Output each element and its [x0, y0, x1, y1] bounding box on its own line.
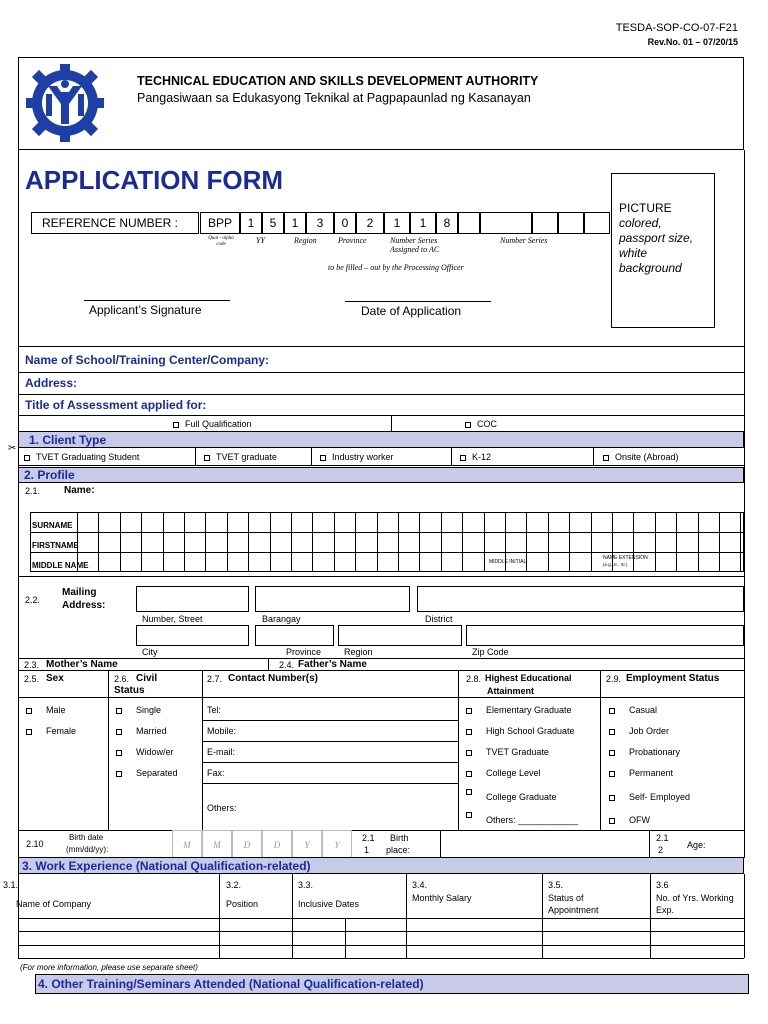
- civil-number: 2.6.: [114, 674, 130, 684]
- civil-label-1: Civil: [136, 673, 158, 684]
- employ-label: Employment Status: [626, 673, 720, 684]
- reference-digit: 1: [247, 216, 255, 230]
- age-number-1: 2.1: [656, 833, 669, 843]
- picture-label: PICTURE: [619, 201, 672, 215]
- scissor-mark: ✂: [8, 443, 17, 454]
- educ-label-1: Highest Educational: [485, 673, 572, 683]
- checkbox[interactable]: [609, 795, 615, 801]
- name-grid-cell-line: [291, 512, 292, 572]
- checkbox[interactable]: [116, 750, 122, 756]
- reference-digit: 0: [341, 216, 349, 230]
- name-grid-cell-line: [441, 512, 442, 572]
- educ-others-checkbox[interactable]: [466, 809, 478, 819]
- reference-digit-box[interactable]: [306, 212, 334, 234]
- checkbox[interactable]: [466, 708, 472, 714]
- checkbox[interactable]: [609, 771, 615, 777]
- checkbox[interactable]: [603, 455, 609, 461]
- employ-permanent[interactable]: Permanent: [609, 768, 673, 778]
- contact-number: 2.7.: [207, 674, 223, 684]
- ref-sub-number-series: Number Series: [500, 236, 548, 245]
- city-label: City: [142, 647, 158, 657]
- section-work-experience: [18, 857, 744, 874]
- ref-sub-province: Province: [338, 236, 367, 245]
- name-label: Name:: [64, 485, 95, 496]
- picture-hint-3: white: [619, 246, 648, 260]
- right-border: [744, 150, 745, 858]
- reference-digit-box[interactable]: [356, 212, 384, 234]
- contact-fax[interactable]: Fax:: [207, 768, 225, 778]
- age-label: Age:: [687, 840, 706, 850]
- school-label: Name of School/Training Center/Company:: [25, 353, 270, 367]
- employ-self-employed[interactable]: Self- Employed: [609, 792, 690, 802]
- birthdate-placeholder: D: [273, 840, 281, 850]
- client-type-tvet-graduate[interactable]: TVET graduate: [204, 452, 277, 462]
- mailing-label-1: Mailing: [62, 587, 97, 598]
- birthdate-number: 2.10: [26, 839, 44, 849]
- educ-tvet[interactable]: TVET Graduate: [466, 747, 549, 757]
- agency-name-tagalog: Pangasiwaan sa Edukasyong Teknikal at Pagpapaunlad ng Kasanayan: [137, 91, 531, 105]
- reference-digit: 1: [419, 216, 427, 230]
- reference-digit-box[interactable]: [334, 212, 356, 234]
- zip-code-label: Zip Code: [472, 647, 509, 657]
- reference-label-box: [31, 212, 199, 234]
- educ-elementary[interactable]: Elementary Graduate: [466, 705, 572, 715]
- checkbox[interactable]: [24, 455, 30, 461]
- birthdate-placeholder: Y: [334, 840, 340, 850]
- birthdate-digit-box[interactable]: [232, 830, 262, 858]
- name-grid-cell-line: [698, 512, 699, 572]
- reference-digit-box[interactable]: [410, 212, 436, 234]
- picture-hint-4: background: [619, 261, 682, 275]
- region-label: Region: [344, 647, 373, 657]
- birthdate-digit-box[interactable]: [322, 830, 352, 858]
- birthdate-placeholder: Y: [304, 840, 310, 850]
- educ-college-graduate-checkbox[interactable]: [466, 786, 478, 796]
- name-grid-cell-line: [334, 512, 335, 572]
- birthdate-placeholder: M: [183, 840, 191, 850]
- checkbox[interactable]: [173, 422, 179, 428]
- reference-digit-box[interactable]: [458, 212, 480, 234]
- civil-married[interactable]: Married: [116, 726, 167, 736]
- reference-digit: 2: [366, 216, 374, 230]
- surname-label: SURNAME: [32, 521, 73, 530]
- name-grid-cell-line: [398, 512, 399, 572]
- birthdate-digit-box[interactable]: [292, 830, 322, 858]
- form-title: APPLICATION FORM: [25, 165, 284, 195]
- name-grid-frame: [30, 512, 744, 572]
- name-grid-cell-line: [205, 512, 206, 572]
- mailing-number: 2.2.: [25, 595, 41, 605]
- section-profile: [18, 467, 744, 483]
- employ-ofw[interactable]: OFW: [609, 815, 650, 825]
- work-col-status: Status of Appointment: [548, 893, 599, 915]
- name-grid-row-line: [30, 552, 744, 553]
- processing-officer-note: to be filled – out by the Processing Officer: [328, 263, 464, 272]
- name-grid-cell-line: [740, 512, 741, 572]
- signature-label: Applicant’s Signature: [89, 303, 202, 317]
- contact-tel[interactable]: Tel:: [207, 705, 222, 715]
- barangay-label: Barangay: [262, 614, 301, 624]
- name-number: 2.1.: [25, 486, 41, 496]
- revision-number: Rev.No. 01 – 07/20/15: [647, 37, 738, 47]
- educ-college-graduate: College Graduate: [486, 792, 557, 802]
- checkbox[interactable]: [466, 812, 472, 818]
- checkbox[interactable]: [609, 818, 615, 824]
- contact-mobile[interactable]: Mobile:: [207, 726, 237, 736]
- date-line[interactable]: [345, 301, 491, 302]
- name-grid-cell-line: [184, 512, 185, 572]
- name-grid-cell-line: [248, 512, 249, 572]
- ref-sub-number-series-ac: Number Series: [390, 236, 438, 245]
- section-client-type: [18, 431, 744, 448]
- contact-label: Contact Number(s): [228, 673, 319, 684]
- ref-sub-qual: Qual - alpha code: [208, 236, 234, 247]
- reference-digit-box[interactable]: [558, 212, 584, 234]
- sex-female[interactable]: Female: [26, 726, 76, 736]
- reference-digit-box[interactable]: [240, 212, 262, 234]
- educ-college-level[interactable]: College Level: [466, 768, 541, 778]
- firstname-label: FIRSTNAME: [32, 541, 79, 550]
- civil-widower[interactable]: Widow/er: [116, 747, 174, 757]
- mother-name-label: Mother’s Name: [46, 659, 118, 670]
- civil-separated[interactable]: Separated: [116, 768, 178, 778]
- name-grid-cell-line: [719, 512, 720, 572]
- checkbox[interactable]: [116, 771, 122, 777]
- checkbox[interactable]: [609, 750, 615, 756]
- tesda-logo: [24, 62, 106, 144]
- middle-initial-label: MIDDLE INITIAL: [489, 559, 527, 565]
- name-grid-cell-line: [655, 512, 656, 572]
- name-grid-cell-line: [227, 512, 228, 572]
- name-extension-example: (e.g. Jr., Sr.): [603, 562, 628, 567]
- name-grid-cell-line: [462, 512, 463, 572]
- work-col-salary: Monthly Salary: [412, 893, 472, 903]
- barangay-input[interactable]: [255, 586, 410, 612]
- name-grid-cell-line: [312, 512, 313, 572]
- section-title: 1. Client Type: [29, 433, 107, 447]
- name-grid-cell-line: [120, 512, 121, 572]
- birthplace-number-2: 1: [364, 845, 370, 855]
- section-other-training: [35, 974, 749, 994]
- picture-hint-1: colored,: [619, 216, 662, 230]
- address-label: Address:: [25, 376, 78, 390]
- educ-high-school[interactable]: High School Graduate: [466, 726, 575, 736]
- middlename-label: MIDDLE NAME: [32, 561, 89, 570]
- employ-job-order[interactable]: Job Order: [609, 726, 669, 736]
- name-grid-cell-line: [163, 512, 164, 572]
- name-grid-cell-line: [569, 512, 570, 572]
- option-coc[interactable]: COC: [465, 419, 497, 429]
- picture-box: [611, 173, 715, 328]
- district-input[interactable]: [417, 586, 744, 612]
- checkbox[interactable]: [466, 729, 472, 735]
- checkbox[interactable]: [116, 729, 122, 735]
- father-name-label: Father’s Name: [298, 659, 367, 670]
- work-col-years-number: 3.6: [656, 880, 669, 890]
- contact-email[interactable]: E-mail:: [207, 747, 236, 757]
- father-number: 2.4.: [279, 660, 295, 670]
- mother-number: 2.3.: [24, 660, 40, 670]
- checkbox[interactable]: [609, 708, 615, 714]
- checkbox[interactable]: [466, 789, 472, 795]
- checkbox[interactable]: [466, 750, 472, 756]
- sex-label: Sex: [46, 673, 64, 684]
- birthplace-number-1: 2.1: [362, 833, 375, 843]
- employ-probationary[interactable]: Probationary: [609, 747, 680, 757]
- option-full-qualification[interactable]: Full Qualification: [173, 419, 252, 429]
- province-label: Province: [286, 647, 322, 657]
- educ-number: 2.8.: [466, 674, 482, 684]
- name-grid-row-line: [30, 532, 744, 533]
- reference-digit: 1: [393, 216, 401, 230]
- birthplace-label-2: place:: [386, 845, 411, 855]
- reference-digit: 3: [316, 216, 324, 230]
- name-grid-cell-line: [676, 512, 677, 572]
- work-col-position-number: 3.2.: [226, 880, 242, 890]
- checkbox[interactable]: [26, 708, 32, 714]
- educ-label-2: Attainment: [487, 686, 534, 696]
- work-col-company-number: 3.1.: [3, 880, 19, 890]
- civil-single[interactable]: Single: [116, 705, 161, 715]
- work-col-status-number: 3.5.: [548, 880, 564, 890]
- document-code: TESDA-SOP-CO-07-F21: [615, 22, 738, 34]
- title-assessment-label: Title of Assessment applied for:: [25, 398, 207, 412]
- ref-sub-region: Region: [294, 236, 317, 245]
- region-input[interactable]: [338, 625, 462, 646]
- reference-digit-box[interactable]: [384, 212, 410, 234]
- reference-digit-box[interactable]: [436, 212, 458, 234]
- reference-label: REFERENCE NUMBER :: [42, 216, 179, 230]
- work-col-company: Name of Company: [16, 899, 92, 909]
- work-col-dates: Inclusive Dates: [298, 899, 360, 909]
- name-grid-cell-line: [141, 512, 142, 572]
- name-grid-cell-line: [355, 512, 356, 572]
- birthdate-digit-box[interactable]: [202, 830, 232, 858]
- work-col-position: Position: [226, 899, 259, 909]
- work-col-dates-number: 3.3.: [298, 880, 314, 890]
- checkbox[interactable]: [466, 771, 472, 777]
- client-type-k12[interactable]: K-12: [460, 452, 491, 462]
- checkbox[interactable]: [609, 729, 615, 735]
- client-type-onsite-abroad[interactable]: Onsite (Abroad): [603, 452, 679, 462]
- zip-code-input[interactable]: [466, 625, 744, 646]
- work-col-salary-number: 3.4.: [412, 880, 428, 890]
- section-title: 3. Work Experience (National Qualification-related): [22, 859, 311, 873]
- sex-number: 2.5.: [24, 674, 40, 684]
- left-border: [18, 150, 19, 858]
- reference-digit: 1: [291, 216, 299, 230]
- number-street-label: Number, Street: [142, 614, 203, 624]
- client-type-industry-worker[interactable]: Industry worker: [320, 452, 394, 462]
- agency-name: TECHNICAL EDUCATION AND SKILLS DEVELOPMENT AUTHORITY: [137, 74, 539, 88]
- sex-male[interactable]: Male: [26, 705, 66, 715]
- birthdate-placeholder: D: [243, 840, 251, 850]
- reference-digit: 5: [269, 216, 277, 230]
- checkbox[interactable]: [116, 708, 122, 714]
- birthdate-label-1: Birth date: [69, 833, 104, 842]
- district-label: District: [425, 614, 453, 624]
- name-grid-cell-line: [484, 512, 485, 572]
- work-col-years: No. of Yrs. Working Exp.: [656, 893, 734, 915]
- name-grid-cell-line: [591, 512, 592, 572]
- section-title: 4. Other Training/Seminars Attended (National Qualification-related): [38, 977, 424, 991]
- reference-digit: BPP: [207, 216, 232, 230]
- birthdate-digit-box[interactable]: [262, 830, 292, 858]
- contact-others[interactable]: Others:: [207, 803, 237, 813]
- reference-digit-box[interactable]: [532, 212, 558, 234]
- reference-digit-box[interactable]: [584, 212, 610, 234]
- name-grid-cell-line: [377, 512, 378, 572]
- reference-digit-box[interactable]: [262, 212, 284, 234]
- employ-casual[interactable]: Casual: [609, 705, 657, 715]
- checkbox[interactable]: [465, 422, 471, 428]
- checkbox[interactable]: [460, 455, 466, 461]
- birthdate-digit-box[interactable]: [172, 830, 202, 858]
- reference-digit-box[interactable]: [200, 212, 240, 234]
- age-number-2: 2: [658, 845, 664, 855]
- mailing-label-2: Address:: [62, 600, 106, 611]
- ref-sub-yy: YY: [256, 236, 265, 245]
- name-grid-cell-line: [98, 512, 99, 572]
- signature-line[interactable]: [84, 300, 230, 301]
- name-grid-cell-line: [633, 512, 634, 572]
- client-type-tvet-graduating[interactable]: TVET Graduating Student: [24, 452, 139, 462]
- reference-digit-box[interactable]: [480, 212, 532, 234]
- reference-digit-box[interactable]: [284, 212, 306, 234]
- birthdate-label-2: (mm/dd/yy):: [66, 845, 109, 854]
- province-input[interactable]: [255, 625, 334, 646]
- birthplace-label-1: Birth: [390, 833, 409, 843]
- name-extension-label: NAME EXTENSION: [603, 555, 648, 561]
- picture-hint-2: passport size,: [619, 231, 694, 245]
- city-input[interactable]: [136, 625, 249, 646]
- name-grid-cell-line: [548, 512, 549, 572]
- date-of-application-label: Date of Application: [361, 304, 462, 318]
- name-grid-cell-line: [270, 512, 271, 572]
- checkbox[interactable]: [320, 455, 326, 461]
- section-title: 2. Profile: [24, 468, 75, 482]
- civil-label-2: Status: [114, 685, 145, 696]
- ref-sub-assigned-ac: Assigned to AC: [390, 245, 440, 254]
- checkbox[interactable]: [204, 455, 210, 461]
- educ-others[interactable]: Others: ____________: [486, 815, 579, 825]
- employ-number: 2.9.: [606, 674, 622, 684]
- work-note: (For more information, please use separate sheet): [20, 963, 198, 972]
- checkbox[interactable]: [26, 729, 32, 735]
- number-street-input[interactable]: [136, 586, 249, 612]
- name-grid-cell-line: [419, 512, 420, 572]
- reference-digit: 8: [443, 216, 451, 230]
- birthdate-placeholder: M: [213, 840, 221, 850]
